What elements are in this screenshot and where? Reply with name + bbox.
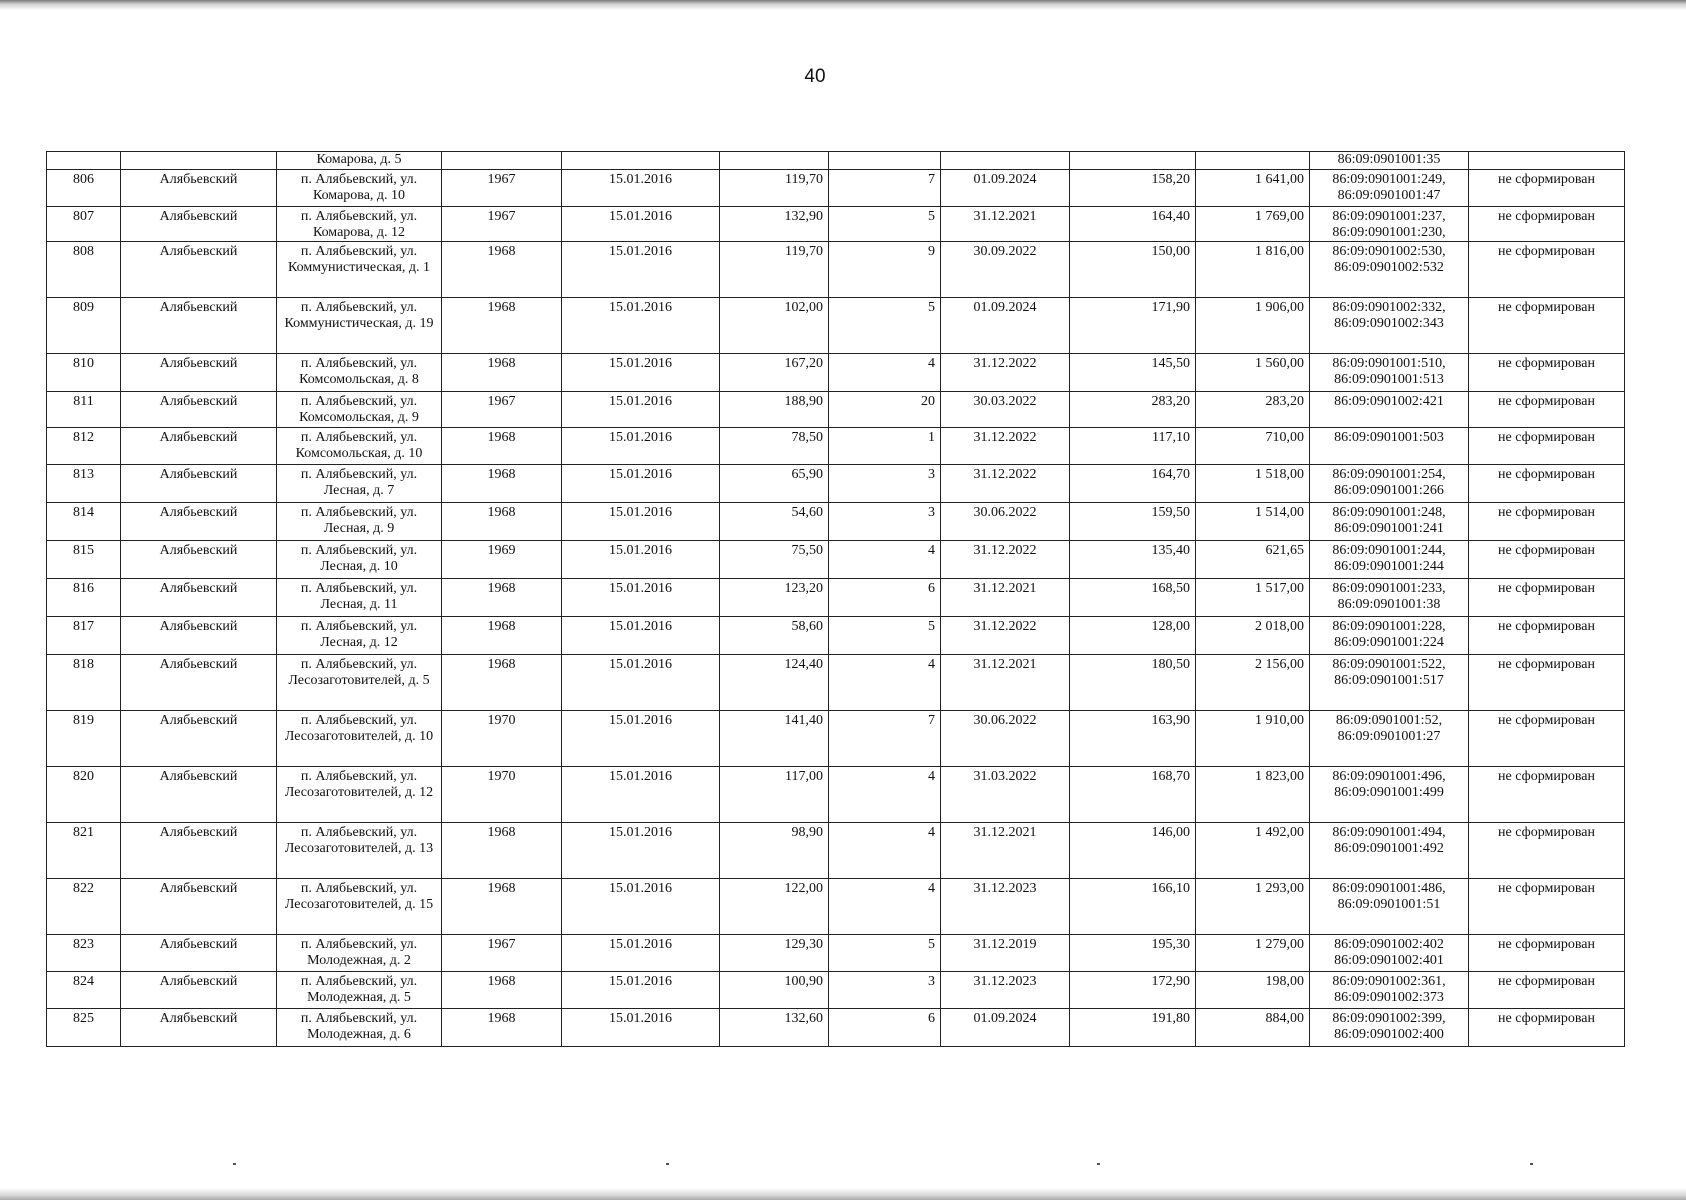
cell-address: п. Алябьевский, ул. Коммунистическая, д. 19 <box>277 298 442 354</box>
cell-cadastral: 86:09:0901001:503 <box>1310 428 1469 465</box>
cell-land-area: 198,00 <box>1196 972 1310 1009</box>
cell-num <box>47 152 121 170</box>
cell-area: 124,40 <box>720 655 829 711</box>
cell-residents: 3 <box>829 503 941 541</box>
cell-date: 15.01.2016 <box>562 298 720 354</box>
table-row <box>47 655 1625 711</box>
cell-land-area: 1 518,00 <box>1196 465 1310 503</box>
cell-cadastral: 86:09:0901001:496, 86:09:0901001:499 <box>1310 767 1469 823</box>
cell-area: 122,00 <box>720 879 829 935</box>
cell-land-status: не сформирован <box>1469 207 1625 242</box>
cell-settlement: Алябьевский <box>121 617 277 655</box>
cell-land-status: не сформирован <box>1469 879 1625 935</box>
cell-residents: 6 <box>829 579 941 617</box>
cell-land-area: 621,65 <box>1196 541 1310 579</box>
cell-cadastral: 86:09:0901002:361, 86:09:0901002:373 <box>1310 972 1469 1009</box>
cell-residents: 3 <box>829 465 941 503</box>
cell-num: 821 <box>47 823 121 879</box>
cell-land-status: не сформирован <box>1469 823 1625 879</box>
cell-area: 167,20 <box>720 354 829 392</box>
cell-area: 132,60 <box>720 1009 829 1047</box>
cell-land-area: 1 910,00 <box>1196 711 1310 767</box>
cell-land-area: 1 823,00 <box>1196 767 1310 823</box>
cell-date: 15.01.2016 <box>562 1009 720 1047</box>
cell-term: 30.06.2022 <box>941 711 1070 767</box>
cell-num: 814 <box>47 503 121 541</box>
table-row-continuation <box>47 152 1625 170</box>
cell-area-total <box>1070 152 1196 170</box>
cell-land-area: 1 560,00 <box>1196 354 1310 392</box>
cell-land-status: не сформирован <box>1469 242 1625 298</box>
cell-area-total: 180,50 <box>1070 655 1196 711</box>
cell-land-area: 1 816,00 <box>1196 242 1310 298</box>
cell-term: 31.12.2021 <box>941 823 1070 879</box>
cell-year: 1968 <box>442 579 562 617</box>
cell-settlement: Алябьевский <box>121 392 277 428</box>
cell-term: 01.09.2024 <box>941 1009 1070 1047</box>
table-row <box>47 354 1625 392</box>
cell-area-total: 159,50 <box>1070 503 1196 541</box>
cell-address: п. Алябьевский, ул. Лесозаготовителей, д. 15 <box>277 879 442 935</box>
cell-cadastral: 86:09:0901001:228, 86:09:0901001:224 <box>1310 617 1469 655</box>
cell-num: 816 <box>47 579 121 617</box>
cell-date: 15.01.2016 <box>562 170 720 207</box>
cell-area: 123,20 <box>720 579 829 617</box>
table-row <box>47 428 1625 465</box>
cell-settlement: Алябьевский <box>121 972 277 1009</box>
housing-registry-table <box>46 151 1625 1047</box>
cell-term: 30.06.2022 <box>941 503 1070 541</box>
table-row <box>47 298 1625 354</box>
cell-date: 15.01.2016 <box>562 503 720 541</box>
cell-date: 15.01.2016 <box>562 767 720 823</box>
cell-residents: 5 <box>829 207 941 242</box>
cell-year: 1968 <box>442 879 562 935</box>
scan-speck <box>233 1163 236 1165</box>
cell-date: 15.01.2016 <box>562 541 720 579</box>
cell-land-area: 283,20 <box>1196 392 1310 428</box>
cell-land-area: 1 279,00 <box>1196 935 1310 972</box>
cell-area: 132,90 <box>720 207 829 242</box>
cell-address: п. Алябьевский, ул. Комсомольская, д. 9 <box>277 392 442 428</box>
cell-address: п. Алябьевский, ул. Комсомольская, д. 8 <box>277 354 442 392</box>
cell-residents: 1 <box>829 428 941 465</box>
cell-address: Комарова, д. 5 <box>277 152 442 170</box>
table-row <box>47 242 1625 298</box>
cell-area: 78,50 <box>720 428 829 465</box>
table-row <box>47 465 1625 503</box>
cell-num: 818 <box>47 655 121 711</box>
cell-settlement: Алябьевский <box>121 541 277 579</box>
cell-cadastral: 86:09:0901002:332, 86:09:0901002:343 <box>1310 298 1469 354</box>
cell-num: 812 <box>47 428 121 465</box>
cell-cadastral: 86:09:0901001:233, 86:09:0901001:38 <box>1310 579 1469 617</box>
cell-area-total: 164,70 <box>1070 465 1196 503</box>
scan-edge-top <box>0 0 1686 10</box>
cell-area-total: 283,20 <box>1070 392 1196 428</box>
cell-land-status: не сформирован <box>1469 935 1625 972</box>
cell-settlement: Алябьевский <box>121 767 277 823</box>
cell-area: 65,90 <box>720 465 829 503</box>
cell-year: 1968 <box>442 655 562 711</box>
cell-area-total: 117,10 <box>1070 428 1196 465</box>
cell-settlement: Алябьевский <box>121 579 277 617</box>
cell-num: 808 <box>47 242 121 298</box>
cell-cadastral: 86:09:0901002:530, 86:09:0901002:532 <box>1310 242 1469 298</box>
cell-date: 15.01.2016 <box>562 655 720 711</box>
cell-num: 810 <box>47 354 121 392</box>
cell-term: 01.09.2024 <box>941 170 1070 207</box>
cell-residents: 6 <box>829 1009 941 1047</box>
cell-year: 1968 <box>442 428 562 465</box>
cell-address: п. Алябьевский, ул. Молодежная, д. 5 <box>277 972 442 1009</box>
cell-land-area: 1 769,00 <box>1196 207 1310 242</box>
cell-address: п. Алябьевский, ул. Молодежная, д. 6 <box>277 1009 442 1047</box>
cell-date: 15.01.2016 <box>562 428 720 465</box>
cell-cadastral: 86:09:0901001:494, 86:09:0901001:492 <box>1310 823 1469 879</box>
cell-year: 1967 <box>442 207 562 242</box>
cell-num: 820 <box>47 767 121 823</box>
cell-area-total: 150,00 <box>1070 242 1196 298</box>
cell-area: 141,40 <box>720 711 829 767</box>
cell-land-status: не сформирован <box>1469 392 1625 428</box>
cell-area: 117,00 <box>720 767 829 823</box>
cell-settlement: Алябьевский <box>121 711 277 767</box>
cell-land-status: не сформирован <box>1469 354 1625 392</box>
cell-date: 15.01.2016 <box>562 823 720 879</box>
cell-address: п. Алябьевский, ул. Лесная, д. 12 <box>277 617 442 655</box>
cell-land-status: не сформирован <box>1469 972 1625 1009</box>
cell-term: 31.12.2019 <box>941 935 1070 972</box>
cell-land-area: 1 517,00 <box>1196 579 1310 617</box>
cell-residents: 5 <box>829 935 941 972</box>
cell-land-status: не сформирован <box>1469 617 1625 655</box>
cell-area-total: 146,00 <box>1070 823 1196 879</box>
cell-year: 1968 <box>442 972 562 1009</box>
cell-area: 119,70 <box>720 170 829 207</box>
cell-residents: 5 <box>829 298 941 354</box>
cell-date: 15.01.2016 <box>562 617 720 655</box>
cell-cadastral: 86:09:0901001:35 <box>1310 152 1469 170</box>
cell-area: 54,60 <box>720 503 829 541</box>
cell-date: 15.01.2016 <box>562 879 720 935</box>
cell-num: 823 <box>47 935 121 972</box>
cell-settlement: Алябьевский <box>121 1009 277 1047</box>
cell-area-total: 191,80 <box>1070 1009 1196 1047</box>
cell-date <box>562 152 720 170</box>
cell-residents: 20 <box>829 392 941 428</box>
cell-land-status: не сформирован <box>1469 428 1625 465</box>
cell-term: 30.03.2022 <box>941 392 1070 428</box>
cell-date: 15.01.2016 <box>562 392 720 428</box>
cell-year: 1968 <box>442 354 562 392</box>
cell-year: 1968 <box>442 617 562 655</box>
cell-cadastral: 86:09:0901001:248, 86:09:0901001:241 <box>1310 503 1469 541</box>
cell-land-area: 884,00 <box>1196 1009 1310 1047</box>
scan-speck <box>1530 1163 1533 1165</box>
cell-num: 806 <box>47 170 121 207</box>
scan-speck <box>666 1163 669 1165</box>
cell-area: 129,30 <box>720 935 829 972</box>
cell-settlement: Алябьевский <box>121 298 277 354</box>
cell-term: 30.09.2022 <box>941 242 1070 298</box>
table-row <box>47 617 1625 655</box>
cell-term: 31.12.2021 <box>941 579 1070 617</box>
table-row <box>47 767 1625 823</box>
cell-area-total: 168,70 <box>1070 767 1196 823</box>
cell-area-total: 158,20 <box>1070 170 1196 207</box>
cell-land-status: не сформирован <box>1469 503 1625 541</box>
cell-area-total: 135,40 <box>1070 541 1196 579</box>
cell-term: 31.12.2021 <box>941 655 1070 711</box>
cell-land-status <box>1469 152 1625 170</box>
cell-land-area: 2 018,00 <box>1196 617 1310 655</box>
cell-term: 31.12.2023 <box>941 879 1070 935</box>
cell-address: п. Алябьевский, ул. Комарова, д. 12 <box>277 207 442 242</box>
cell-address: п. Алябьевский, ул. Коммунистическая, д. 1 <box>277 242 442 298</box>
cell-year <box>442 152 562 170</box>
cell-settlement: Алябьевский <box>121 465 277 503</box>
cell-year: 1970 <box>442 767 562 823</box>
cell-land-status: не сформирован <box>1469 767 1625 823</box>
cell-date: 15.01.2016 <box>562 935 720 972</box>
cell-year: 1968 <box>442 242 562 298</box>
cell-year: 1967 <box>442 935 562 972</box>
cell-residents: 4 <box>829 823 941 879</box>
cell-land-area: 1 492,00 <box>1196 823 1310 879</box>
cell-cadastral: 86:09:0901001:249, 86:09:0901001:47 <box>1310 170 1469 207</box>
cell-residents: 7 <box>829 711 941 767</box>
cell-term: 31.12.2022 <box>941 428 1070 465</box>
cell-settlement: Алябьевский <box>121 935 277 972</box>
cell-land-area: 2 156,00 <box>1196 655 1310 711</box>
cell-date: 15.01.2016 <box>562 242 720 298</box>
cell-address: п. Алябьевский, ул. Лесная, д. 9 <box>277 503 442 541</box>
cell-num: 824 <box>47 972 121 1009</box>
cell-residents: 4 <box>829 541 941 579</box>
cell-term: 31.12.2022 <box>941 465 1070 503</box>
cell-residents: 4 <box>829 655 941 711</box>
table-row <box>47 823 1625 879</box>
cell-land-area: 1 514,00 <box>1196 503 1310 541</box>
page-number: 40 <box>804 66 826 87</box>
cell-land-status: не сформирован <box>1469 1009 1625 1047</box>
cell-num: 815 <box>47 541 121 579</box>
table-row <box>47 392 1625 428</box>
cell-area-total: 128,00 <box>1070 617 1196 655</box>
cell-date: 15.01.2016 <box>562 354 720 392</box>
cell-term: 01.09.2024 <box>941 298 1070 354</box>
cell-year: 1968 <box>442 465 562 503</box>
cell-year: 1967 <box>442 392 562 428</box>
cell-area: 119,70 <box>720 242 829 298</box>
cell-settlement: Алябьевский <box>121 655 277 711</box>
cell-term: 31.12.2022 <box>941 354 1070 392</box>
cell-date: 15.01.2016 <box>562 972 720 1009</box>
cell-year: 1968 <box>442 1009 562 1047</box>
cell-settlement: Алябьевский <box>121 170 277 207</box>
cell-land-status: не сформирован <box>1469 170 1625 207</box>
cell-area-total: 195,30 <box>1070 935 1196 972</box>
table-body <box>47 152 1625 1047</box>
cell-land-status: не сформирован <box>1469 579 1625 617</box>
table-row <box>47 170 1625 207</box>
cell-settlement: Алябьевский <box>121 354 277 392</box>
cell-area: 75,50 <box>720 541 829 579</box>
cell-land-status: не сформирован <box>1469 711 1625 767</box>
cell-term: 31.12.2023 <box>941 972 1070 1009</box>
cell-address: п. Алябьевский, ул. Лесная, д. 11 <box>277 579 442 617</box>
cell-year: 1968 <box>442 823 562 879</box>
cell-land-area: 1 293,00 <box>1196 879 1310 935</box>
cell-settlement: Алябьевский <box>121 207 277 242</box>
cell-address: п. Алябьевский, ул. Комсомольская, д. 10 <box>277 428 442 465</box>
cell-land-area <box>1196 152 1310 170</box>
cell-land-status: не сформирован <box>1469 298 1625 354</box>
cell-residents: 4 <box>829 879 941 935</box>
cell-land-status: не сформирован <box>1469 541 1625 579</box>
cell-num: 817 <box>47 617 121 655</box>
cell-cadastral: 86:09:0901001:52, 86:09:0901001:27 <box>1310 711 1469 767</box>
cell-residents: 5 <box>829 617 941 655</box>
cell-address: п. Алябьевский, ул. Молодежная, д. 2 <box>277 935 442 972</box>
table-row <box>47 207 1625 242</box>
cell-settlement: Алябьевский <box>121 503 277 541</box>
cell-term: 31.12.2021 <box>941 207 1070 242</box>
cell-settlement <box>121 152 277 170</box>
cell-term: 31.12.2022 <box>941 617 1070 655</box>
cell-num: 825 <box>47 1009 121 1047</box>
cell-settlement: Алябьевский <box>121 879 277 935</box>
cell-area: 98,90 <box>720 823 829 879</box>
cell-area: 188,90 <box>720 392 829 428</box>
table-row <box>47 503 1625 541</box>
cell-land-status: не сформирован <box>1469 465 1625 503</box>
cell-residents: 4 <box>829 767 941 823</box>
cell-residents: 4 <box>829 354 941 392</box>
cell-residents: 9 <box>829 242 941 298</box>
cell-year: 1969 <box>442 541 562 579</box>
cell-cadastral: 86:09:0901001:522, 86:09:0901001:517 <box>1310 655 1469 711</box>
cell-cadastral: 86:09:0901001:486, 86:09:0901001:51 <box>1310 879 1469 935</box>
cell-residents: 3 <box>829 972 941 1009</box>
cell-term: 31.03.2022 <box>941 767 1070 823</box>
table-row <box>47 1009 1625 1047</box>
cell-address: п. Алябьевский, ул. Лесная, д. 10 <box>277 541 442 579</box>
cell-cadastral: 86:09:0901001:237, 86:09:0901001:230, <box>1310 207 1469 242</box>
cell-date: 15.01.2016 <box>562 579 720 617</box>
scan-speck <box>1097 1163 1100 1165</box>
cell-year: 1970 <box>442 711 562 767</box>
cell-cadastral: 86:09:0901002:399, 86:09:0901002:400 <box>1310 1009 1469 1047</box>
cell-area-total: 168,50 <box>1070 579 1196 617</box>
cell-year: 1968 <box>442 503 562 541</box>
cell-land-area: 710,00 <box>1196 428 1310 465</box>
cell-num: 813 <box>47 465 121 503</box>
cell-num: 807 <box>47 207 121 242</box>
table-row <box>47 935 1625 972</box>
cell-land-area: 1 906,00 <box>1196 298 1310 354</box>
table-row <box>47 711 1625 767</box>
cell-settlement: Алябьевский <box>121 823 277 879</box>
scan-edge-bottom <box>0 1188 1686 1200</box>
cell-num: 809 <box>47 298 121 354</box>
cell-area: 100,90 <box>720 972 829 1009</box>
cell-area-total: 171,90 <box>1070 298 1196 354</box>
cell-address: п. Алябьевский, ул. Лесная, д. 7 <box>277 465 442 503</box>
cell-area: 102,00 <box>720 298 829 354</box>
cell-land-area: 1 641,00 <box>1196 170 1310 207</box>
cell-num: 822 <box>47 879 121 935</box>
cell-cadastral: 86:09:0901001:254, 86:09:0901001:266 <box>1310 465 1469 503</box>
cell-address: п. Алябьевский, ул. Лесозаготовителей, д. 13 <box>277 823 442 879</box>
cell-num: 811 <box>47 392 121 428</box>
table-row <box>47 972 1625 1009</box>
cell-cadastral: 86:09:0901002:421 <box>1310 392 1469 428</box>
cell-term: 31.12.2022 <box>941 541 1070 579</box>
cell-cadastral: 86:09:0901002:402 86:09:0901002:401 <box>1310 935 1469 972</box>
cell-area-total: 164,40 <box>1070 207 1196 242</box>
cell-date: 15.01.2016 <box>562 465 720 503</box>
cell-cadastral: 86:09:0901001:510, 86:09:0901001:513 <box>1310 354 1469 392</box>
cell-address: п. Алябьевский, ул. Лесозаготовителей, д. 12 <box>277 767 442 823</box>
cell-area <box>720 152 829 170</box>
cell-cadastral: 86:09:0901001:244, 86:09:0901001:244 <box>1310 541 1469 579</box>
cell-land-status: не сформирован <box>1469 655 1625 711</box>
cell-address: п. Алябьевский, ул. Лесозаготовителей, д. 5 <box>277 655 442 711</box>
cell-settlement: Алябьевский <box>121 242 277 298</box>
cell-date: 15.01.2016 <box>562 207 720 242</box>
cell-settlement: Алябьевский <box>121 428 277 465</box>
cell-residents: 7 <box>829 170 941 207</box>
cell-residents <box>829 152 941 170</box>
table-row <box>47 541 1625 579</box>
cell-area-total: 163,90 <box>1070 711 1196 767</box>
cell-area-total: 145,50 <box>1070 354 1196 392</box>
table-row <box>47 879 1625 935</box>
cell-area-total: 166,10 <box>1070 879 1196 935</box>
cell-area-total: 172,90 <box>1070 972 1196 1009</box>
cell-year: 1968 <box>442 298 562 354</box>
cell-year: 1967 <box>442 170 562 207</box>
cell-num: 819 <box>47 711 121 767</box>
cell-address: п. Алябьевский, ул. Лесозаготовителей, д. 10 <box>277 711 442 767</box>
cell-date: 15.01.2016 <box>562 711 720 767</box>
cell-term <box>941 152 1070 170</box>
cell-area: 58,60 <box>720 617 829 655</box>
table-row <box>47 579 1625 617</box>
cell-address: п. Алябьевский, ул. Комарова, д. 10 <box>277 170 442 207</box>
